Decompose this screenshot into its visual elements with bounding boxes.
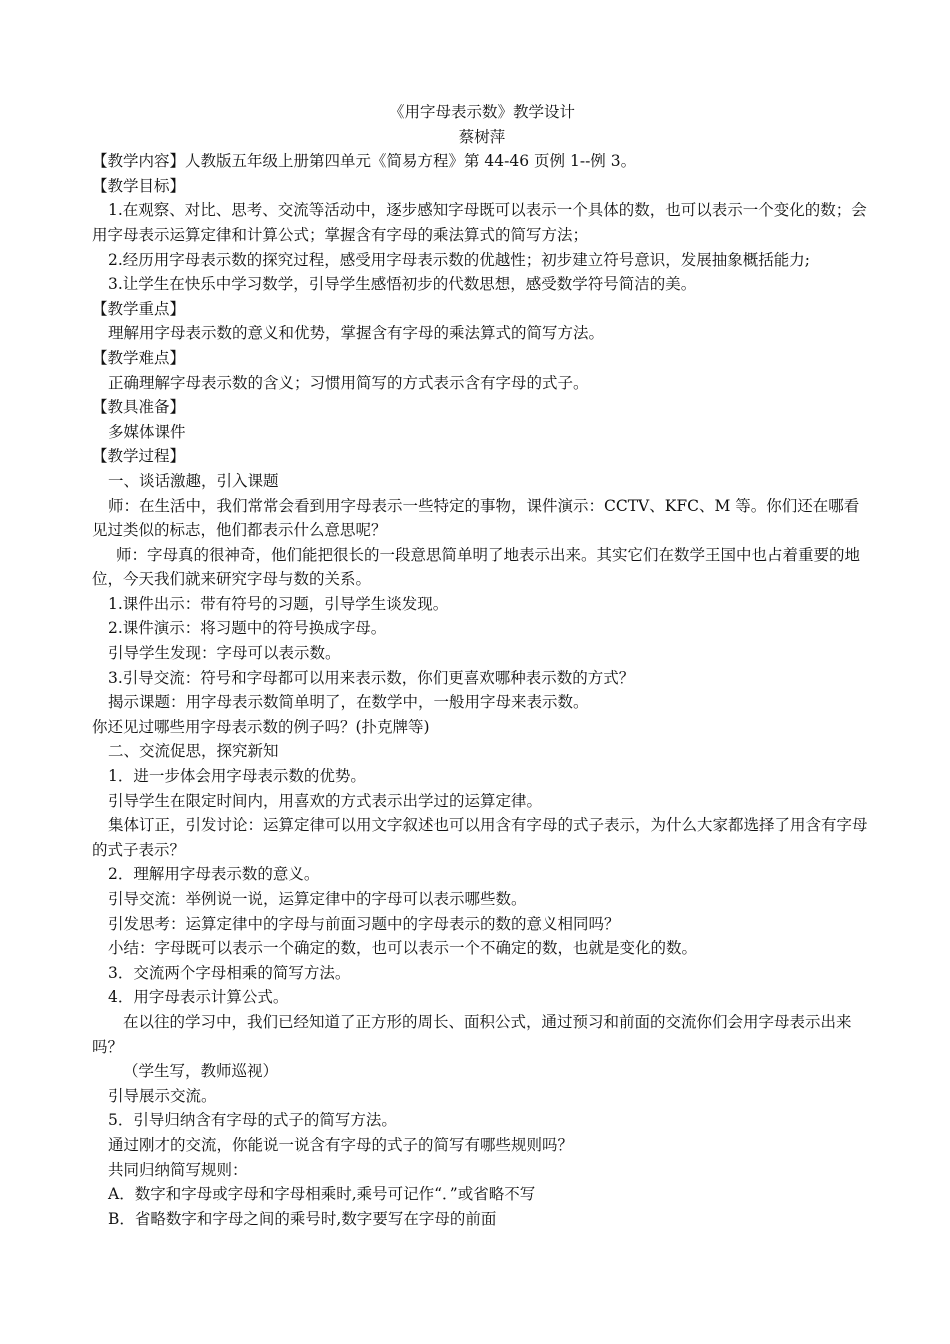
process-step: （学生写，教师巡视） xyxy=(123,1062,279,1081)
process-step: 通过刚才的交流，你能说一说含有字母的式子的简写有哪些规则吗？ xyxy=(108,1135,574,1154)
difficulties-text: 正确理解字母表示数的含义；习惯用简写的方式表示含有字母的式子。 xyxy=(108,373,589,392)
materials-text: 多媒体课件 xyxy=(108,422,186,441)
section-heading-difficulties: 【教学难点】 xyxy=(92,348,186,367)
objective-2: 2.经历用字母表示数的探究过程，感受用字母表示数的优越性；初步建立符号意识，发展抽象概括能力; xyxy=(108,250,811,269)
process-step: 3．交流两个字母相乘的简写方法。 xyxy=(108,963,351,982)
process-step: 引发思考：运算定律中的字母与前面习题中的字母表示的数的意义相同吗？ xyxy=(108,914,620,933)
section-heading-key-points: 【教学重点】 xyxy=(92,299,186,318)
document-author: 蔡树萍 xyxy=(458,127,506,146)
process-step: 5．引导归纳含有字母的式子的简写方法。 xyxy=(108,1111,397,1130)
process-step: 揭示课题：用字母表示数简单明了，在数学中，一般用字母来表示数。 xyxy=(108,693,589,712)
process-paragraph: 师：在生活中，我们常常会看到用字母表示一些特定的事物，课件演示：CCTV、KFC、M 等。你们还在哪看见过类似的标志，他们都表示什么意思呢？ xyxy=(92,496,860,540)
key-points-text: 理解用字母表示数的意义和优势，掌握含有字母的乘法算式的简写方法。 xyxy=(108,324,605,343)
section-heading-materials: 【教具准备】 xyxy=(92,398,186,417)
process-step: 你还见过哪些用字母表示数的例子吗？(扑克牌等) xyxy=(92,717,430,736)
process-step: 引导展示交流。 xyxy=(108,1086,217,1105)
process-step: 共同归纳简写规则： xyxy=(108,1160,248,1179)
process-paragraph: 师：字母真的很神奇，他们能把很长的一段意思简单明了地表示出来。其实它们在数学王国中也占着重要的地位，今天我们就来研究字母与数的关系。 xyxy=(92,545,861,589)
objective-3: 3.让学生在快乐中学习数学，引导学生感悟初步的代数思想，感受数学符号简洁的美。 xyxy=(108,275,697,294)
section-heading-objectives: 【教学目标】 xyxy=(92,176,186,195)
process-step: 2．理解用字母表示数的意义。 xyxy=(108,865,320,884)
document-title: 《用字母表示数》教学设计 xyxy=(388,103,575,121)
objective-1: 1.在观察、对比、思考、交流等活动中，逐步感知字母既可以表示一个具体的数，也可以表示一个变化的数；会用字母表示运算定律和计算公式；掌握含有字母的乘法算式的简写方法； xyxy=(92,201,867,244)
process-step: 2.课件演示：将习题中的符号换成字母。 xyxy=(108,619,387,638)
rule-a: A．数字和字母或字母和字母相乘时,乘号可记作“．”或省略不写 xyxy=(108,1185,536,1204)
process-part-2-heading: 二、交流促思，探究新知 xyxy=(108,742,279,761)
process-step: 3.引导交流：符号和字母都可以用来表示数，你们更喜欢哪种表示数的方式？ xyxy=(108,668,635,687)
process-part-1-heading: 一、谈话激趣，引入课题 xyxy=(108,471,279,490)
section-heading-process: 【教学过程】 xyxy=(92,447,186,466)
process-step: 引导学生发现：字母可以表示数。 xyxy=(108,644,341,663)
process-paragraph: 在以往的学习中，我们已经知道了正方形的周长、面积公式，通过预习和前面的交流你们会用字母表示出来吗？ xyxy=(92,1012,852,1056)
rule-b: B．省略数字和字母之间的乘号时,数字要写在字母的前面 xyxy=(108,1209,497,1228)
process-step: 引导学生在限定时间内，用喜欢的方式表示出学过的运算定律。 xyxy=(108,791,543,810)
document-page xyxy=(92,100,872,1231)
process-step: 4．用字母表示计算公式。 xyxy=(108,988,289,1007)
section-teaching-content: 【教学内容】人教版五年级上册第四单元《简易方程》第 44-46 页例 1--例 3。 xyxy=(92,152,637,171)
process-step: 引导交流：举例说一说，运算定律中的字母可以表示哪些数。 xyxy=(108,890,527,908)
process-paragraph: 集体订正，引发讨论：运算定律可以用文字叙述也可以用含有字母的式子表示，为什么大家都选择了用含有字母的式子表示？ xyxy=(92,816,868,859)
process-step: 1.课件出示：带有符号的习题，引导学生谈发现。 xyxy=(108,594,449,613)
process-step: 小结：字母既可以表示一个确定的数，也可以表示一个不确定的数，也就是变化的数。 xyxy=(108,939,698,958)
process-step: 1．进一步体会用字母表示数的优势。 xyxy=(108,767,366,786)
